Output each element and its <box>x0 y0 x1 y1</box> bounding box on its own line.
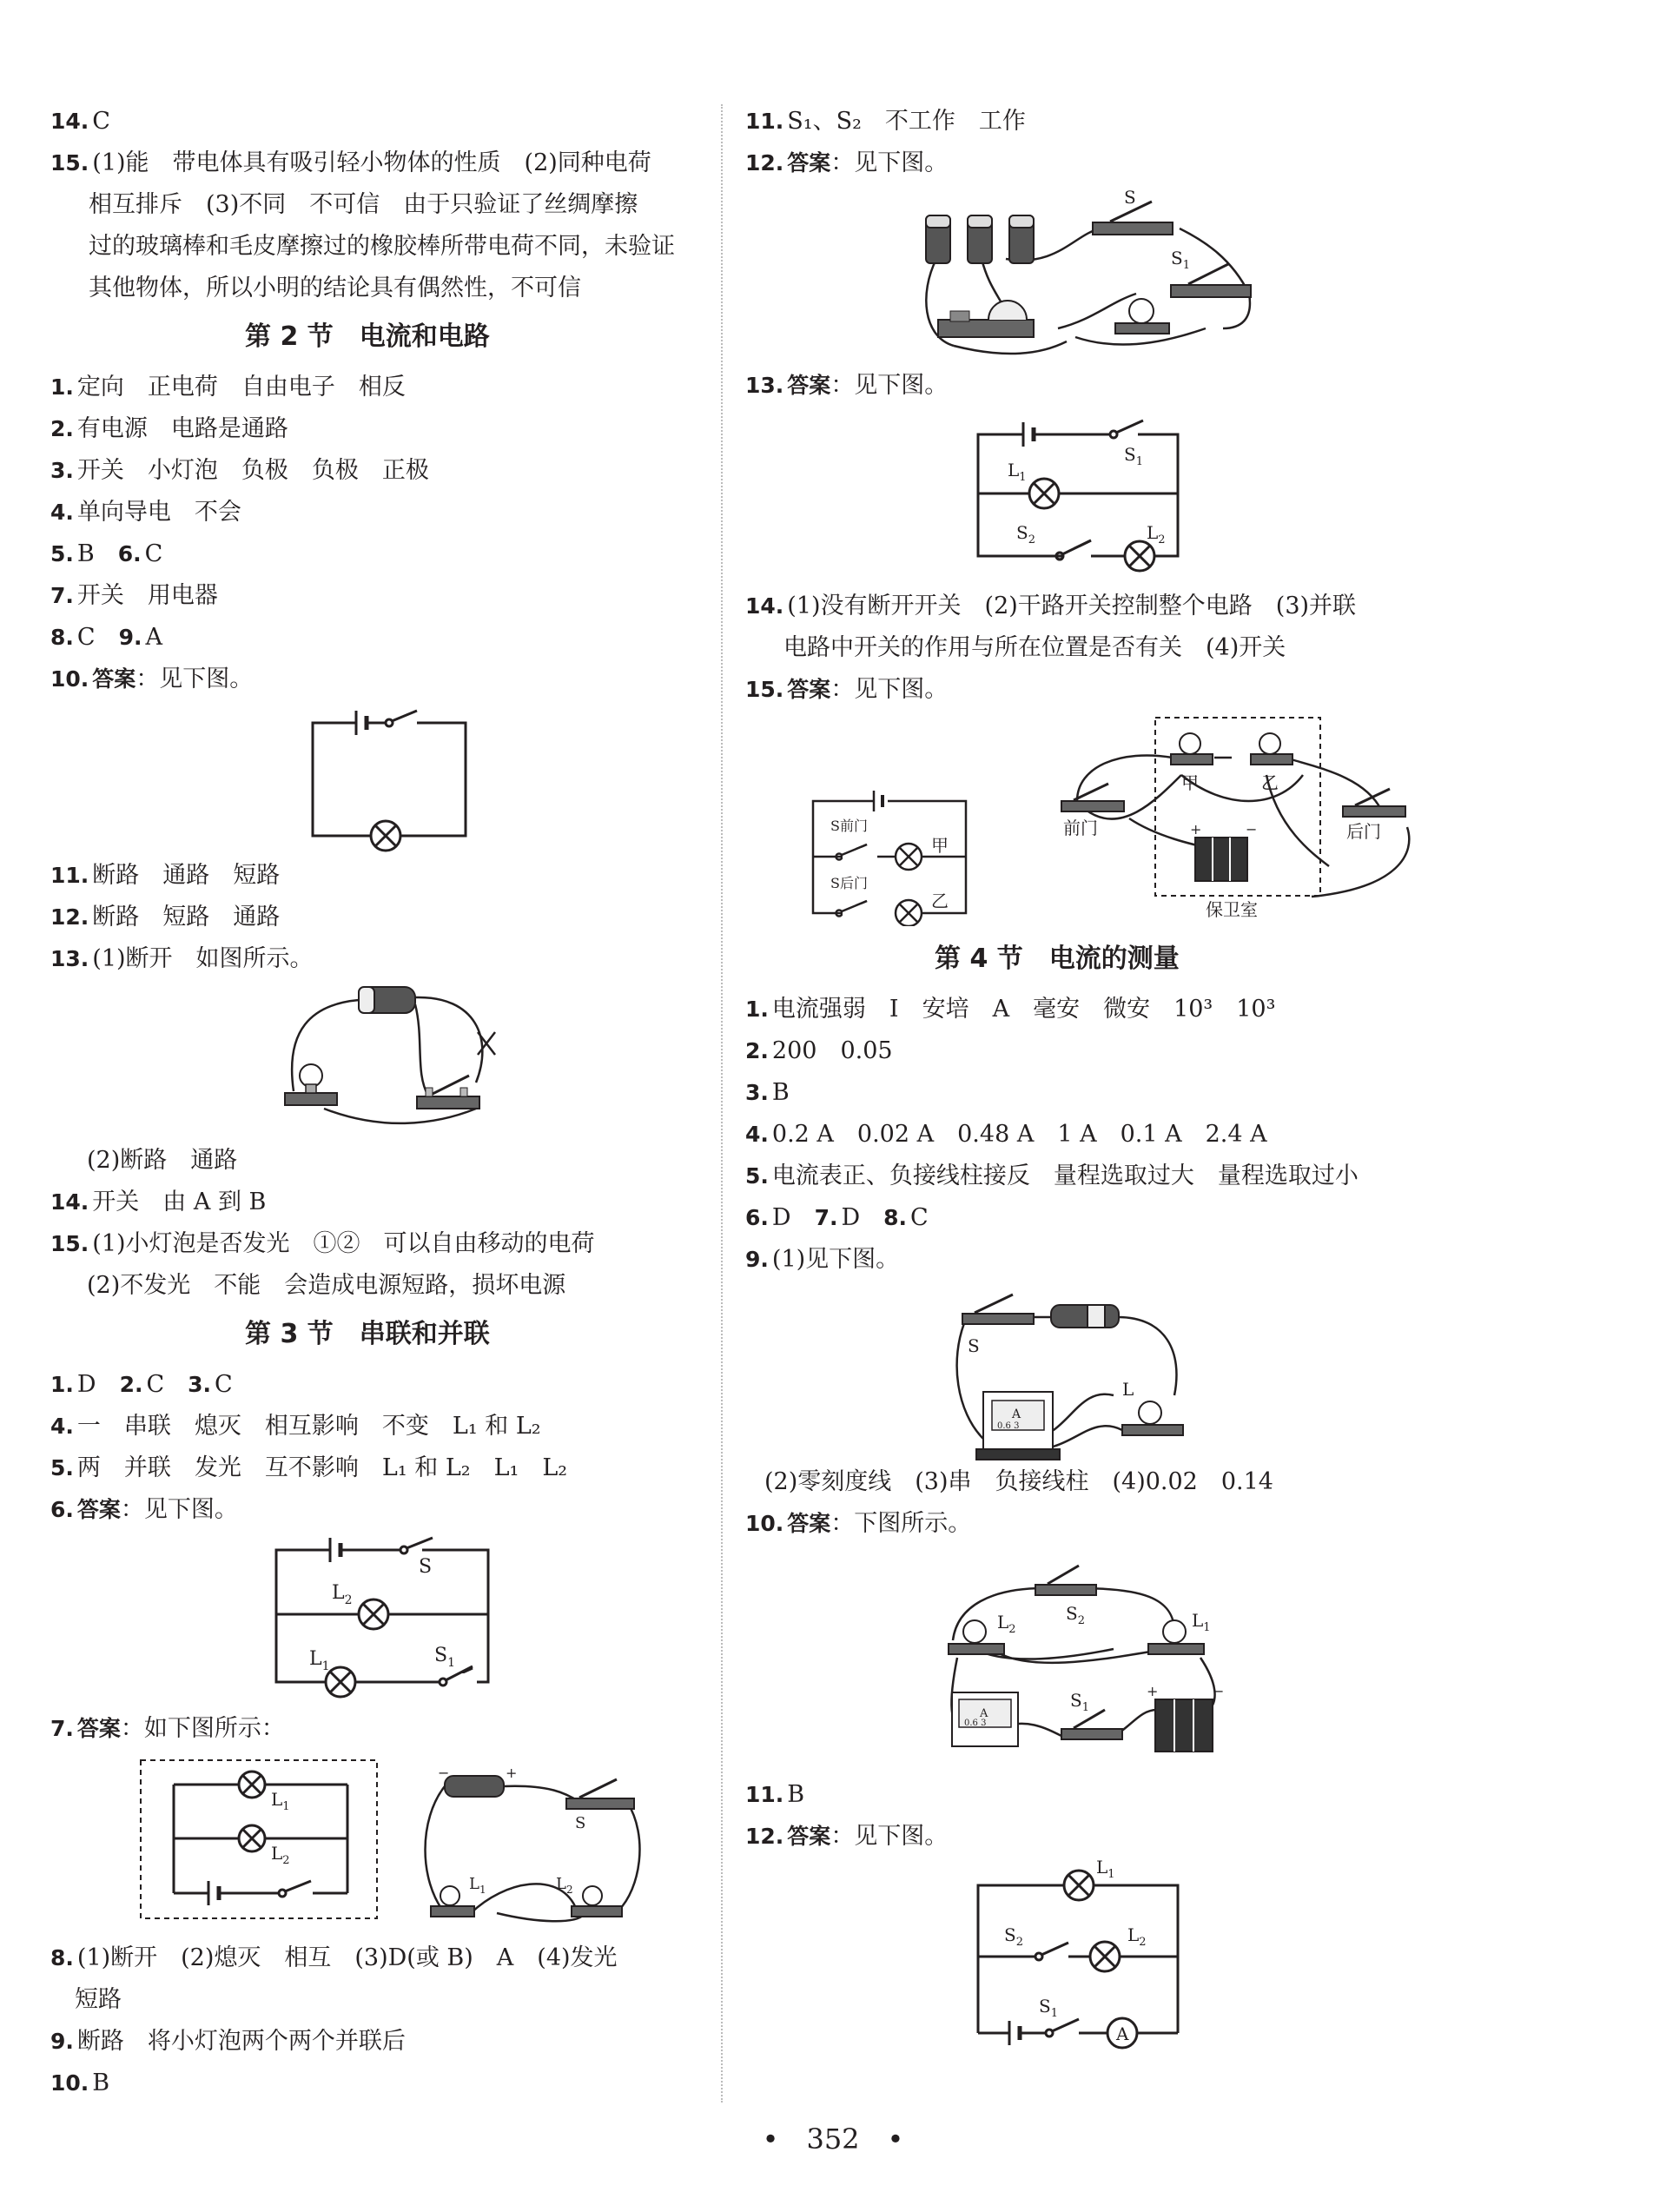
label-q10-L1: $L_1$ <box>1192 1610 1211 1634</box>
s3-answer-8-line1: 8. (1)断开 (2)熄灭 相互 (3)D(或 B) A (4)发光 <box>50 1944 618 1971</box>
s3-answer-9: 9. 断路 将小灯泡两个两个并联后 <box>50 2028 406 2055</box>
label-q9-ammeter-A: A <box>1012 1407 1021 1421</box>
s4-answer-4: 4. 0.2 A 0.02 A 0.48 A 1 A 0.1 A 2.4 A <box>745 1121 1267 1148</box>
s2-answer-8-9: 8. C 9. A <box>50 624 162 651</box>
figure-s4-q10-physical <box>940 1553 1226 1762</box>
label-q7-phys-L1: $L_1$ <box>469 1875 486 1896</box>
figure-s3-q6-circuit <box>261 1534 512 1708</box>
answer-15-line4: 其他物体，所以小明的结论具有偶然性，不可信 <box>89 275 581 301</box>
label-q15-jia: 甲 <box>931 835 949 856</box>
figure-s3-q12-physical <box>919 189 1266 363</box>
svg-text:−: − <box>438 1767 450 1781</box>
svg-text:+: + <box>1147 1683 1159 1699</box>
label-q13-S1: $S_1$ <box>1124 444 1143 468</box>
s4-answer-5: 5. 电流表正、负接线柱接反 量程选取过大 量程选取过小 <box>745 1162 1359 1189</box>
label-S: S <box>419 1556 433 1578</box>
s2-answer-11: 11. 断路 通路 短路 <box>50 862 281 889</box>
answer-15-line3: 过的玻璃棒和毛皮摩擦过的橡胶棒所带电荷不同，未验证 <box>89 233 675 260</box>
s4-answer-9-part2: (2)零刻度线 (3)串 负接线柱 (4)0.02 0.14 <box>764 1468 1273 1495</box>
label-s4q12-L2: $L_2$ <box>1127 1924 1147 1949</box>
label-q10-ammeter-A: A <box>980 1707 988 1720</box>
s4-answer-10: 10. 答案：下图所示。 <box>745 1510 972 1537</box>
s3-answer-15: 15. 答案：见下图。 <box>745 676 949 703</box>
s4-answer-6-7-8: 6. D 7. D 8. C <box>745 1204 929 1231</box>
s2-answer-10: 10. 答案：见下图。 <box>50 666 254 692</box>
s2-answer-15-line1: 15. (1)小灯泡是否发光 ①② 可以自由移动的电荷 <box>50 1230 595 1257</box>
figure-s2-q13-physical-circuit <box>276 978 511 1135</box>
s2-answer-13: 13. (1)断开 如图所示。 <box>50 945 314 972</box>
label-q10-S1: $S_1$ <box>1070 1690 1089 1714</box>
label-q9-L: L <box>1122 1379 1134 1400</box>
s3-answer-10: 10. B <box>50 2070 110 2096</box>
s4-answer-9: 9. (1)见下图。 <box>745 1246 900 1273</box>
label-L1: $L_1$ <box>309 1648 330 1673</box>
label-q13-L1: $L_1$ <box>1008 460 1027 484</box>
label-L2: $L_2$ <box>332 1582 353 1607</box>
label-q15-yi: 乙 <box>931 891 949 911</box>
s3-answer-4: 4. 一 串联 熄灭 相互影响 不变 L₁ 和 L₂ <box>50 1413 541 1440</box>
s2-answer-15-line2: (2)不发光 不能 会造成电源短路，损坏电源 <box>87 1272 566 1299</box>
s3-answer-1-2-3: 1. D 2. C 3. C <box>50 1371 233 1398</box>
s2-answer-4: 4. 单向导电 不会 <box>50 499 241 526</box>
figure-s4-q9-physical <box>949 1282 1209 1465</box>
label-q15-phys-yi: 乙 <box>1261 772 1279 793</box>
s4-answer-2: 2. 200 0.05 <box>745 1037 893 1064</box>
s2-answer-5-6: 5. B 6. C <box>50 540 163 567</box>
figure-s2-q10-circuit <box>295 705 495 853</box>
label-q7-phys-L2: $L_2$ <box>556 1875 573 1896</box>
s3-answer-13: 13. 答案：见下图。 <box>745 372 949 399</box>
label-q9-S: S <box>968 1335 980 1356</box>
column-divider <box>721 104 723 2103</box>
section-3-heading: 第 3 节 串联和并联 <box>245 1319 490 1349</box>
s3-answer-8-line2: 短路 <box>75 1986 122 2013</box>
label-q15-front-door: 前门 <box>1063 818 1098 838</box>
s2-answer-7: 7. 开关 用电器 <box>50 582 218 609</box>
label-q12-S1: $S_1$ <box>1171 248 1190 272</box>
s3-answer-14-line2: 电路中开关的作用与所在位置是否有关 (4)开关 <box>783 634 1286 661</box>
label-s4q12-S2: $S_2$ <box>1004 1924 1023 1949</box>
figure-s3-q7-physical <box>419 1767 645 1924</box>
s3-answer-12: 12. 答案：见下图。 <box>745 149 949 176</box>
label-q10-S2: $S_2$ <box>1066 1603 1085 1627</box>
label-q7-L1: $L_1$ <box>271 1789 290 1813</box>
label-q7-L2: $L_2$ <box>271 1843 290 1867</box>
label-S1: $S_1$ <box>434 1645 455 1670</box>
svg-text:+: + <box>506 1767 518 1781</box>
label-q15-s-front: S前门 <box>830 818 868 834</box>
figure-s3-q7-schematic <box>139 1758 382 1924</box>
s3-answer-6: 6. 答案：见下图。 <box>50 1496 238 1523</box>
answer-15-line2: 相互排斥 (3)不同 不可信 由于只验证了丝绸摩擦 <box>89 191 638 218</box>
figure-s4-q12-circuit <box>961 1859 1195 2050</box>
s2-answer-13-part2: (2)断路 通路 <box>87 1147 238 1174</box>
s3-answer-11: 11. S₁、S₂ 不工作 工作 <box>745 108 1026 135</box>
s2-answer-14: 14. 开关 由 A 到 B <box>50 1189 267 1215</box>
label-q13-S2: $S_2$ <box>1016 522 1035 546</box>
svg-text:−: − <box>1246 821 1258 838</box>
label-q15-s-back: S后门 <box>830 875 868 891</box>
section-2-heading: 第 2 节 电流和电路 <box>245 321 490 352</box>
figure-s3-q15-schematic <box>804 787 978 926</box>
label-s4q12-L1: $L_1$ <box>1096 1859 1115 1881</box>
section-4-heading: 第 4 节 电流的测量 <box>935 944 1180 974</box>
s3-answer-7: 7. 答案：如下图所示： <box>50 1715 285 1742</box>
svg-text:+: + <box>1190 821 1202 838</box>
figure-s3-q13-circuit <box>961 408 1195 582</box>
svg-text:−: − <box>1213 1683 1225 1699</box>
s4-answer-1: 1. 电流强弱 I 安培 A 毫安 微安 10³ 10³ <box>745 996 1276 1023</box>
answer-14: 14. C <box>50 108 110 135</box>
s4-answer-3: 3. B <box>745 1079 790 1106</box>
s2-answer-12: 12. 断路 短路 通路 <box>50 904 281 930</box>
s4-answer-12: 12. 答案：见下图。 <box>745 1823 949 1850</box>
label-q15-back-door: 后门 <box>1346 821 1381 842</box>
s3-answer-5: 5. 两 并联 发光 互不影响 L₁ 和 L₂ L₁ L₂ <box>50 1454 568 1481</box>
label-q15-phys-jia: 甲 <box>1181 772 1199 793</box>
page-number: • 352 • <box>762 2123 904 2156</box>
label-q10-L2: $L_2$ <box>997 1612 1016 1636</box>
label-q13-L2: $L_2$ <box>1147 522 1166 546</box>
label-q9-ammeter-scale: 0.6 3 <box>997 1421 1020 1431</box>
s2-answer-2: 2. 有电源 电路是通路 <box>50 415 288 442</box>
label-q12-ammeter: A <box>1116 2023 1129 2044</box>
label-q10-ammeter-scale: 0.6 3 <box>964 1719 987 1728</box>
figure-s3-q15-physical <box>1051 714 1416 923</box>
s2-answer-1: 1. 定向 正电荷 自由电子 相反 <box>50 374 406 401</box>
answer-15-line1: 15. (1)能 带电体具有吸引轻小物体的性质 (2)同种电荷 <box>50 149 651 176</box>
label-s4q12-S1: $S_1$ <box>1039 1996 1058 2020</box>
label-q12-S: S <box>1124 189 1136 208</box>
label-q15-guard-room: 保卫室 <box>1206 899 1258 920</box>
label-q7-S: S <box>575 1814 586 1832</box>
s2-answer-3: 3. 开关 小灯泡 负极 负极 正极 <box>50 457 429 484</box>
s3-answer-14-line1: 14. (1)没有断开开关 (2)干路开关控制整个电路 (3)并联 <box>745 593 1357 619</box>
s4-answer-11: 11. B <box>745 1781 805 1808</box>
